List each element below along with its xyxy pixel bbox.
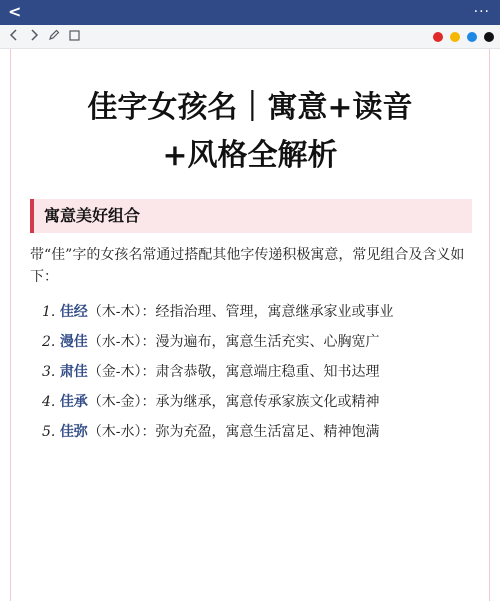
item-desc: ：肃含恭敬，寓意端庄稳重、知书达理 xyxy=(141,364,380,380)
item-name: 佳弥 xyxy=(59,424,88,440)
chevron-left-icon[interactable] xyxy=(6,27,22,47)
item-wuxing: （金-木） xyxy=(87,364,142,380)
item-desc: ：弥为充盈，寓意生活富足、精神饱满 xyxy=(141,424,380,440)
square-icon[interactable] xyxy=(66,27,82,47)
intro-paragraph: 带“佳”字的女孩名常通过搭配其他字传递积极寓意，常见组合及含义如下： xyxy=(30,247,465,285)
item-desc: ：漫为遍布，寓意生活充实、心胸宽广 xyxy=(141,334,380,350)
item-number: 3. xyxy=(42,364,56,380)
chevron-right-icon[interactable] xyxy=(26,27,42,47)
article-title xyxy=(20,84,480,180)
item-wuxing: （木-金） xyxy=(87,394,142,410)
item-number: 2. xyxy=(42,334,56,350)
title-line-1: 佳字女孩名｜寓意+读音 xyxy=(87,90,413,125)
browser-toolbar xyxy=(0,25,500,49)
item-wuxing: （木-木） xyxy=(87,304,142,320)
more-menu-button[interactable]: ··· xyxy=(473,4,490,20)
back-button[interactable]: < xyxy=(8,2,22,21)
item-name: 肃佳 xyxy=(59,364,88,380)
item-number: 1. xyxy=(42,304,56,320)
item-wuxing: （水-木） xyxy=(87,334,142,350)
section-heading xyxy=(30,199,472,233)
title-line-2: +风格全解析 xyxy=(162,138,338,173)
list-item xyxy=(42,361,470,384)
item-name: 佳经 xyxy=(59,304,88,320)
item-desc: ：承为继承，寓意传承家族文化或精神 xyxy=(141,394,380,410)
list-item xyxy=(42,421,470,444)
item-number: 5. xyxy=(42,424,56,440)
name-list xyxy=(42,301,470,451)
blue-dot-button[interactable] xyxy=(467,32,477,42)
list-item xyxy=(42,331,470,354)
red-dot-button[interactable] xyxy=(433,32,443,42)
list-item xyxy=(42,391,470,414)
item-name: 漫佳 xyxy=(59,334,88,350)
page-border-left xyxy=(10,49,11,601)
section-heading-text: 寓意美好组合 xyxy=(44,206,141,225)
black-dot-button[interactable] xyxy=(484,32,494,42)
item-wuxing: （木-水） xyxy=(87,424,142,440)
page-border-right xyxy=(489,49,490,601)
item-number: 4. xyxy=(42,394,56,410)
app-header-bar xyxy=(0,0,500,25)
article-page xyxy=(0,49,500,601)
pencil-icon[interactable] xyxy=(46,27,62,47)
item-name: 佳承 xyxy=(59,394,88,410)
item-desc: ：经指治理、管理，寓意继承家业或事业 xyxy=(141,304,394,320)
yellow-dot-button[interactable] xyxy=(450,32,460,42)
list-item xyxy=(42,301,470,324)
